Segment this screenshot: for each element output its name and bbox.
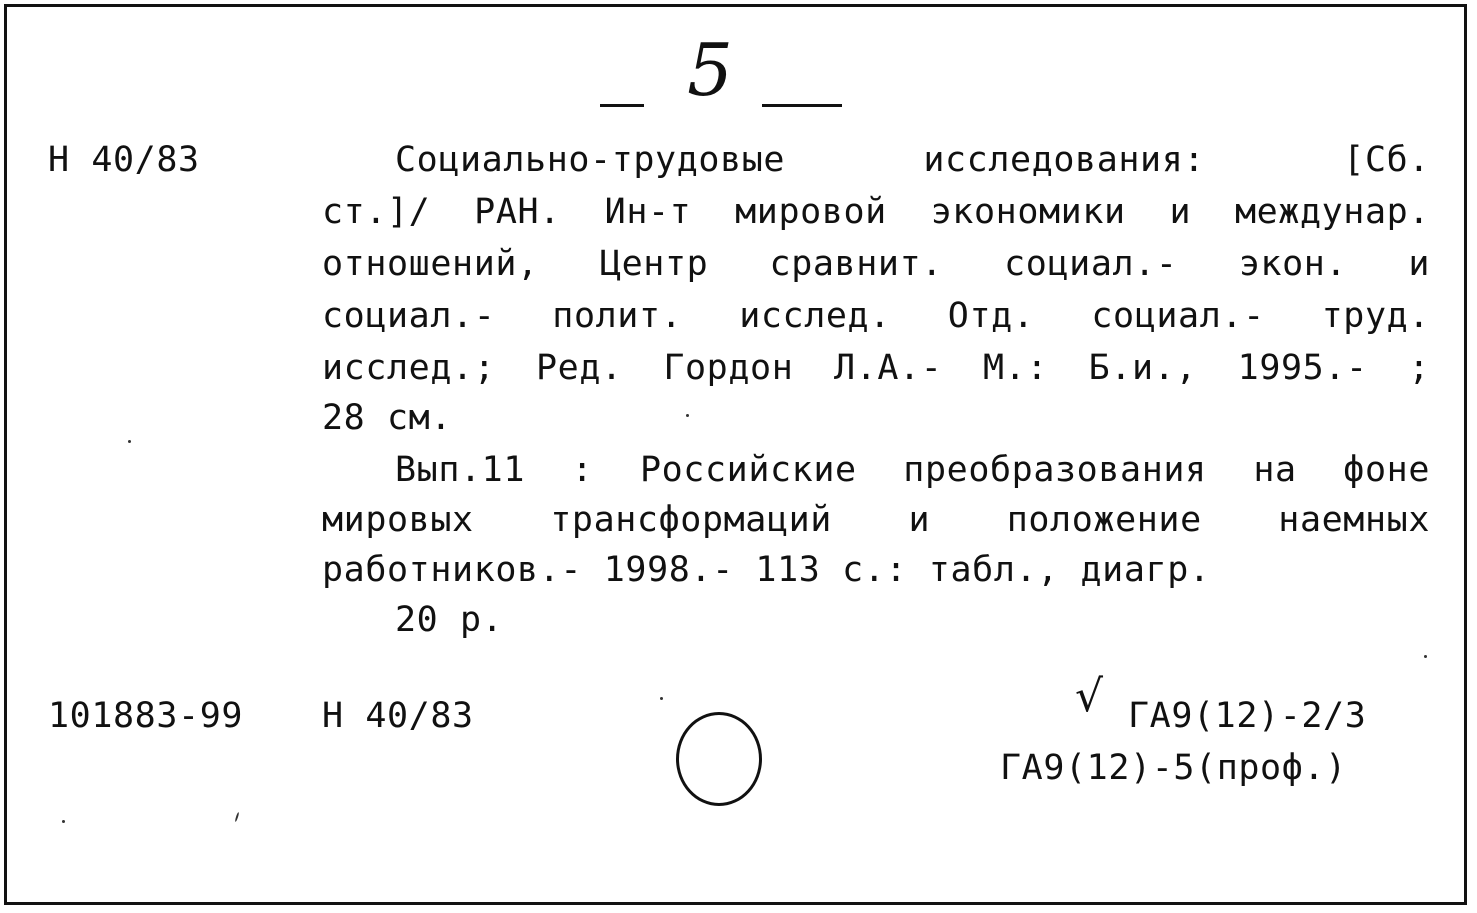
classification-1: ГА9(12)-2/3 xyxy=(1128,696,1367,736)
page-number: 5 xyxy=(687,28,733,112)
scan-speck xyxy=(1424,655,1427,658)
shelf-mark: Н 40/83 xyxy=(322,696,474,736)
checkmark-icon: √ xyxy=(1075,671,1104,722)
circle-stamp-icon xyxy=(676,712,762,806)
entry-line-10: 20 р. xyxy=(395,600,504,640)
left-dash xyxy=(600,104,644,107)
entry-line-8 xyxy=(322,500,1430,540)
scan-speck xyxy=(128,440,131,443)
entry-line-9: работников.- 1998.- 113 с.: табл., диагр. xyxy=(322,550,1211,590)
call-number: Н 40/83 xyxy=(48,140,200,180)
scan-speck xyxy=(686,414,689,417)
scan-speck xyxy=(660,697,663,700)
entry-line-5 xyxy=(322,348,1430,388)
entry-line-6: 28 см. xyxy=(322,398,453,438)
entry-line-5-text: исслед.; Ред. Гордон Л.А.- М.: Б.и., 1995.- ; xyxy=(322,348,1430,388)
entry-line-7 xyxy=(395,450,1430,490)
scan-speck xyxy=(62,820,65,823)
entry-line-3-text: отношений, Центр сравнит. социал.- экон. и xyxy=(322,244,1430,284)
entry-line-1 xyxy=(395,140,1430,180)
entry-line-3 xyxy=(322,244,1430,284)
entry-line-8-text: мировых трансформаций и положение наемных xyxy=(322,500,1430,540)
entry-line-4-text: социал.- полит. исслед. Отд. социал.- труд. xyxy=(322,296,1430,336)
right-dash xyxy=(762,104,842,107)
entry-line-1-text: Социально-трудовые исследования: [Сб. xyxy=(395,140,1430,180)
entry-line-2-text: ст.]/ РАН. Ин-т мировой экономики и междунар. xyxy=(322,192,1430,232)
classification-2: ГА9(12)-5(проф.) xyxy=(1000,748,1347,788)
entry-line-2 xyxy=(322,192,1430,232)
entry-line-4 xyxy=(322,296,1430,336)
entry-line-7-text: Вып.11 : Российские преобразования на фоне xyxy=(395,450,1430,490)
accession-number: 101883-99 xyxy=(48,696,244,736)
